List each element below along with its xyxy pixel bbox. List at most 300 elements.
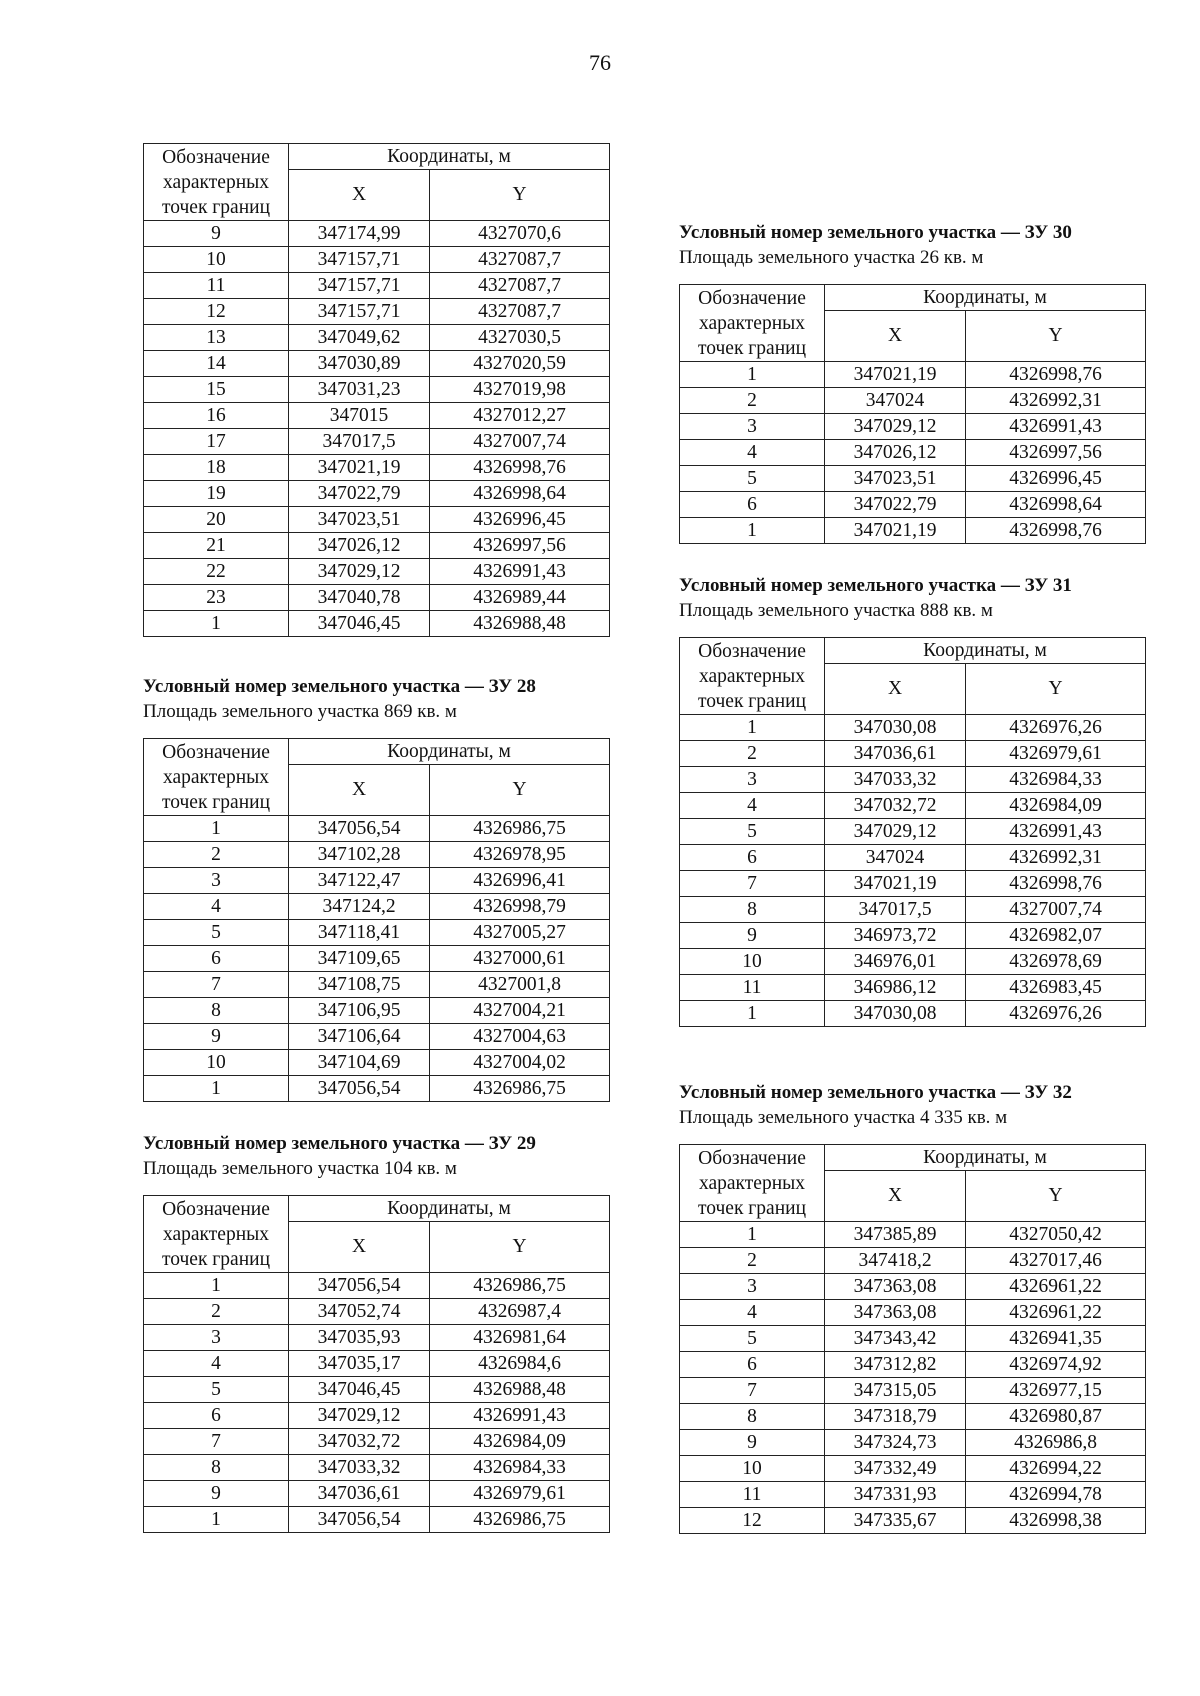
y-cell: 4326998,76 bbox=[966, 518, 1146, 544]
x-cell: 347031,23 bbox=[289, 377, 430, 403]
coordinates-table bbox=[679, 284, 1146, 544]
table-row bbox=[680, 1482, 1146, 1508]
table-row bbox=[680, 1404, 1146, 1430]
table-row bbox=[680, 1300, 1146, 1326]
x-cell: 347157,71 bbox=[289, 299, 430, 325]
table-header-row bbox=[680, 1145, 1146, 1171]
point-cell: 1 bbox=[680, 1222, 825, 1248]
table-row bbox=[144, 325, 610, 351]
x-cell: 346976,01 bbox=[825, 949, 966, 975]
coords-header: Координаты, м bbox=[289, 144, 610, 170]
x-header: X bbox=[289, 765, 430, 816]
table-row bbox=[144, 299, 610, 325]
y-cell: 4327070,6 bbox=[430, 221, 610, 247]
x-cell: 347033,32 bbox=[289, 1455, 430, 1481]
y-cell: 4326974,92 bbox=[966, 1352, 1146, 1378]
point-cell: 17 bbox=[144, 429, 289, 455]
y-cell: 4326986,75 bbox=[430, 1507, 610, 1533]
y-cell: 4327087,7 bbox=[430, 247, 610, 273]
point-cell: 4 bbox=[680, 793, 825, 819]
y-cell: 4326998,38 bbox=[966, 1508, 1146, 1534]
y-cell: 4326992,31 bbox=[966, 845, 1146, 871]
y-cell: 4327007,74 bbox=[966, 897, 1146, 923]
coordinate-section-zu28 bbox=[143, 674, 609, 1102]
table-row bbox=[144, 998, 610, 1024]
section-area: Площадь земельного участка 104 кв. м bbox=[143, 1158, 457, 1179]
table-row bbox=[680, 414, 1146, 440]
point-cell: 7 bbox=[144, 972, 289, 998]
x-header: X bbox=[289, 1222, 430, 1273]
table-row bbox=[144, 1325, 610, 1351]
x-cell: 347026,12 bbox=[825, 440, 966, 466]
table-row bbox=[680, 715, 1146, 741]
x-header: X bbox=[825, 311, 966, 362]
table-row bbox=[144, 533, 610, 559]
coordinate-section-zu31 bbox=[679, 573, 1145, 1027]
table-row bbox=[680, 949, 1146, 975]
point-cell: 4 bbox=[680, 440, 825, 466]
y-cell: 4326961,22 bbox=[966, 1300, 1146, 1326]
section-title: Условный номер земельного участка — ЗУ 30 bbox=[679, 222, 1072, 243]
point-cell: 3 bbox=[680, 767, 825, 793]
y-header: Y bbox=[966, 1171, 1146, 1222]
points-header: Обозначение характерных точек границ bbox=[144, 1196, 289, 1273]
point-cell: 9 bbox=[144, 1481, 289, 1507]
table-row bbox=[144, 972, 610, 998]
coordinates-table bbox=[143, 738, 610, 1102]
y-header: Y bbox=[966, 311, 1146, 362]
table-header-row bbox=[144, 1196, 610, 1222]
point-cell: 8 bbox=[144, 1455, 289, 1481]
x-cell: 347109,65 bbox=[289, 946, 430, 972]
point-cell: 1 bbox=[144, 1273, 289, 1299]
table-row bbox=[144, 1024, 610, 1050]
coordinates-table bbox=[679, 637, 1146, 1027]
y-cell: 4327001,8 bbox=[430, 972, 610, 998]
y-header: Y bbox=[430, 765, 610, 816]
points-header: Обозначение характерных точек границ bbox=[680, 285, 825, 362]
point-cell: 9 bbox=[144, 221, 289, 247]
x-cell: 347124,2 bbox=[289, 894, 430, 920]
point-cell: 21 bbox=[144, 533, 289, 559]
table-row bbox=[144, 1377, 610, 1403]
point-cell: 1 bbox=[680, 1001, 825, 1027]
y-header: Y bbox=[966, 664, 1146, 715]
point-cell: 13 bbox=[144, 325, 289, 351]
x-cell: 347030,89 bbox=[289, 351, 430, 377]
point-cell: 15 bbox=[144, 377, 289, 403]
table-row bbox=[680, 897, 1146, 923]
point-cell: 8 bbox=[144, 998, 289, 1024]
table-row bbox=[144, 1429, 610, 1455]
point-cell: 10 bbox=[680, 1456, 825, 1482]
table-row bbox=[144, 1273, 610, 1299]
section-title: Условный номер земельного участка — ЗУ 31 bbox=[679, 575, 1072, 596]
x-cell: 346973,72 bbox=[825, 923, 966, 949]
point-cell: 1 bbox=[144, 611, 289, 637]
points-header: Обозначение характерных точек границ bbox=[680, 1145, 825, 1222]
table-row bbox=[680, 1352, 1146, 1378]
x-cell: 347385,89 bbox=[825, 1222, 966, 1248]
section-area: Площадь земельного участка 888 кв. м bbox=[679, 600, 993, 621]
x-cell: 347056,54 bbox=[289, 1273, 430, 1299]
section-title: Условный номер земельного участка — ЗУ 29 bbox=[143, 1133, 536, 1154]
y-cell: 4326996,41 bbox=[430, 868, 610, 894]
table-row bbox=[680, 923, 1146, 949]
table-header-row bbox=[680, 638, 1146, 664]
table-row bbox=[144, 585, 610, 611]
x-cell: 347035,17 bbox=[289, 1351, 430, 1377]
table-row bbox=[680, 975, 1146, 1001]
coords-header: Координаты, м bbox=[825, 285, 1146, 311]
point-cell: 6 bbox=[144, 946, 289, 972]
point-cell: 9 bbox=[680, 923, 825, 949]
y-cell: 4326998,64 bbox=[966, 492, 1146, 518]
table-row bbox=[680, 1222, 1146, 1248]
table-row bbox=[144, 1507, 610, 1533]
table-row bbox=[680, 1508, 1146, 1534]
y-cell: 4326996,45 bbox=[966, 466, 1146, 492]
point-cell: 16 bbox=[144, 403, 289, 429]
y-cell: 4326961,22 bbox=[966, 1274, 1146, 1300]
table-row bbox=[680, 518, 1146, 544]
table-row bbox=[144, 1351, 610, 1377]
y-cell: 4326983,45 bbox=[966, 975, 1146, 1001]
point-cell: 1 bbox=[144, 1076, 289, 1102]
y-cell: 4326984,6 bbox=[430, 1351, 610, 1377]
points-header: Обозначение характерных точек границ bbox=[144, 144, 289, 221]
table-row bbox=[680, 793, 1146, 819]
y-cell: 4326979,61 bbox=[966, 741, 1146, 767]
table-row bbox=[144, 816, 610, 842]
point-cell: 9 bbox=[144, 1024, 289, 1050]
table-row bbox=[680, 1456, 1146, 1482]
y-cell: 4327005,27 bbox=[430, 920, 610, 946]
table-row bbox=[144, 946, 610, 972]
point-cell: 7 bbox=[680, 871, 825, 897]
x-cell: 347331,93 bbox=[825, 1482, 966, 1508]
y-cell: 4327087,7 bbox=[430, 299, 610, 325]
table-row bbox=[144, 247, 610, 273]
x-cell: 347030,08 bbox=[825, 1001, 966, 1027]
y-cell: 4326941,35 bbox=[966, 1326, 1146, 1352]
table-row bbox=[144, 920, 610, 946]
x-cell: 347418,2 bbox=[825, 1248, 966, 1274]
point-cell: 12 bbox=[144, 299, 289, 325]
y-cell: 4327087,7 bbox=[430, 273, 610, 299]
table-row bbox=[144, 221, 610, 247]
y-cell: 4326984,09 bbox=[966, 793, 1146, 819]
x-cell: 347032,72 bbox=[289, 1429, 430, 1455]
table-row bbox=[144, 611, 610, 637]
x-cell: 347122,47 bbox=[289, 868, 430, 894]
y-cell: 4326996,45 bbox=[430, 507, 610, 533]
x-cell: 347324,73 bbox=[825, 1430, 966, 1456]
table-row bbox=[680, 741, 1146, 767]
table-row bbox=[144, 351, 610, 377]
coordinate-section-zu29 bbox=[143, 1131, 609, 1533]
coordinate-section-zu32 bbox=[679, 1080, 1145, 1534]
x-cell: 347035,93 bbox=[289, 1325, 430, 1351]
section-area: Площадь земельного участка 26 кв. м bbox=[679, 247, 984, 268]
x-cell: 347046,45 bbox=[289, 611, 430, 637]
y-cell: 4326976,26 bbox=[966, 715, 1146, 741]
table-row bbox=[144, 403, 610, 429]
y-cell: 4326994,78 bbox=[966, 1482, 1146, 1508]
table-header-row bbox=[144, 144, 610, 170]
x-cell: 347335,67 bbox=[825, 1508, 966, 1534]
point-cell: 5 bbox=[144, 1377, 289, 1403]
x-cell: 347015 bbox=[289, 403, 430, 429]
y-cell: 4326982,07 bbox=[966, 923, 1146, 949]
point-cell: 5 bbox=[680, 819, 825, 845]
y-cell: 4327020,59 bbox=[430, 351, 610, 377]
x-cell: 347106,64 bbox=[289, 1024, 430, 1050]
x-cell: 347022,79 bbox=[289, 481, 430, 507]
x-cell: 347021,19 bbox=[825, 362, 966, 388]
table-row bbox=[680, 362, 1146, 388]
x-cell: 347056,54 bbox=[289, 816, 430, 842]
y-cell: 4326981,64 bbox=[430, 1325, 610, 1351]
y-cell: 4326988,48 bbox=[430, 1377, 610, 1403]
table-row bbox=[144, 429, 610, 455]
point-cell: 3 bbox=[144, 868, 289, 894]
section-title: Условный номер земельного участка — ЗУ 32 bbox=[679, 1082, 1072, 1103]
point-cell: 1 bbox=[144, 816, 289, 842]
y-cell: 4326997,56 bbox=[966, 440, 1146, 466]
x-cell: 347032,72 bbox=[825, 793, 966, 819]
point-cell: 5 bbox=[680, 1326, 825, 1352]
y-cell: 4326991,43 bbox=[430, 559, 610, 585]
x-header: X bbox=[289, 170, 430, 221]
point-cell: 3 bbox=[680, 1274, 825, 1300]
y-cell: 4326979,61 bbox=[430, 1481, 610, 1507]
x-cell: 347022,79 bbox=[825, 492, 966, 518]
x-cell: 347056,54 bbox=[289, 1507, 430, 1533]
coordinate-section-continuation bbox=[143, 143, 609, 637]
x-cell: 347021,19 bbox=[289, 455, 430, 481]
table-row bbox=[680, 388, 1146, 414]
x-cell: 347104,69 bbox=[289, 1050, 430, 1076]
point-cell: 3 bbox=[680, 414, 825, 440]
point-cell: 6 bbox=[680, 845, 825, 871]
point-cell: 20 bbox=[144, 507, 289, 533]
point-cell: 8 bbox=[680, 897, 825, 923]
coordinates-table bbox=[143, 1195, 610, 1533]
x-cell: 347343,42 bbox=[825, 1326, 966, 1352]
x-cell: 347029,12 bbox=[289, 1403, 430, 1429]
y-cell: 4326991,43 bbox=[966, 414, 1146, 440]
y-cell: 4326986,75 bbox=[430, 816, 610, 842]
coordinate-section-zu30 bbox=[679, 220, 1145, 544]
point-cell: 2 bbox=[680, 741, 825, 767]
table-row bbox=[680, 819, 1146, 845]
x-cell: 347024 bbox=[825, 845, 966, 871]
y-header: Y bbox=[430, 170, 610, 221]
table-row bbox=[144, 377, 610, 403]
point-cell: 6 bbox=[144, 1403, 289, 1429]
table-row bbox=[144, 1299, 610, 1325]
coordinates-table bbox=[679, 1144, 1146, 1534]
x-cell: 347023,51 bbox=[825, 466, 966, 492]
point-cell: 4 bbox=[144, 894, 289, 920]
y-cell: 4326984,33 bbox=[966, 767, 1146, 793]
table-row bbox=[144, 842, 610, 868]
point-cell: 6 bbox=[680, 492, 825, 518]
x-cell: 347033,32 bbox=[825, 767, 966, 793]
table-row bbox=[144, 868, 610, 894]
x-cell: 347046,45 bbox=[289, 1377, 430, 1403]
x-cell: 347036,61 bbox=[289, 1481, 430, 1507]
table-row bbox=[680, 492, 1146, 518]
point-cell: 10 bbox=[144, 247, 289, 273]
point-cell: 12 bbox=[680, 1508, 825, 1534]
point-cell: 19 bbox=[144, 481, 289, 507]
y-cell: 4326997,56 bbox=[430, 533, 610, 559]
y-cell: 4326988,48 bbox=[430, 611, 610, 637]
coords-header: Координаты, м bbox=[289, 739, 610, 765]
table-row bbox=[144, 273, 610, 299]
x-cell: 347030,08 bbox=[825, 715, 966, 741]
x-cell: 347052,74 bbox=[289, 1299, 430, 1325]
point-cell: 6 bbox=[680, 1352, 825, 1378]
y-cell: 4326992,31 bbox=[966, 388, 1146, 414]
section-title: Условный номер земельного участка — ЗУ 28 bbox=[143, 676, 536, 697]
x-cell: 347017,5 bbox=[289, 429, 430, 455]
x-cell: 347157,71 bbox=[289, 247, 430, 273]
y-cell: 4326989,44 bbox=[430, 585, 610, 611]
point-cell: 9 bbox=[680, 1430, 825, 1456]
y-cell: 4326984,33 bbox=[430, 1455, 610, 1481]
y-cell: 4326998,64 bbox=[430, 481, 610, 507]
table-row bbox=[680, 1378, 1146, 1404]
x-cell: 347040,78 bbox=[289, 585, 430, 611]
y-cell: 4327004,21 bbox=[430, 998, 610, 1024]
x-cell: 347108,75 bbox=[289, 972, 430, 998]
point-cell: 8 bbox=[680, 1404, 825, 1430]
table-row bbox=[680, 1248, 1146, 1274]
point-cell: 10 bbox=[680, 949, 825, 975]
x-cell: 347029,12 bbox=[825, 414, 966, 440]
y-cell: 4326978,95 bbox=[430, 842, 610, 868]
point-cell: 18 bbox=[144, 455, 289, 481]
y-cell: 4326986,8 bbox=[966, 1430, 1146, 1456]
point-cell: 2 bbox=[680, 1248, 825, 1274]
coordinates-table bbox=[143, 143, 610, 637]
table-row bbox=[144, 1455, 610, 1481]
coords-header: Координаты, м bbox=[825, 638, 1146, 664]
point-cell: 2 bbox=[680, 388, 825, 414]
table-row bbox=[680, 871, 1146, 897]
point-cell: 11 bbox=[144, 273, 289, 299]
y-cell: 4326991,43 bbox=[430, 1403, 610, 1429]
x-cell: 347017,5 bbox=[825, 897, 966, 923]
point-cell: 7 bbox=[680, 1378, 825, 1404]
y-cell: 4327030,5 bbox=[430, 325, 610, 351]
x-cell: 347118,41 bbox=[289, 920, 430, 946]
x-cell: 347056,54 bbox=[289, 1076, 430, 1102]
point-cell: 2 bbox=[144, 1299, 289, 1325]
section-area: Площадь земельного участка 4 335 кв. м bbox=[679, 1107, 1008, 1128]
table-row bbox=[680, 1326, 1146, 1352]
table-row bbox=[144, 1076, 610, 1102]
point-cell: 4 bbox=[680, 1300, 825, 1326]
point-cell: 2 bbox=[144, 842, 289, 868]
table-row bbox=[144, 1050, 610, 1076]
y-cell: 4326984,09 bbox=[430, 1429, 610, 1455]
coords-header: Координаты, м bbox=[825, 1145, 1146, 1171]
x-cell: 347026,12 bbox=[289, 533, 430, 559]
y-cell: 4327019,98 bbox=[430, 377, 610, 403]
table-row bbox=[680, 1274, 1146, 1300]
point-cell: 1 bbox=[680, 715, 825, 741]
x-cell: 347174,99 bbox=[289, 221, 430, 247]
y-header: Y bbox=[430, 1222, 610, 1273]
y-cell: 4326978,69 bbox=[966, 949, 1146, 975]
point-cell: 5 bbox=[144, 920, 289, 946]
x-cell: 347029,12 bbox=[825, 819, 966, 845]
y-cell: 4327004,63 bbox=[430, 1024, 610, 1050]
x-cell: 347036,61 bbox=[825, 741, 966, 767]
x-cell: 347021,19 bbox=[825, 871, 966, 897]
y-cell: 4326987,4 bbox=[430, 1299, 610, 1325]
table-row bbox=[144, 1403, 610, 1429]
point-cell: 10 bbox=[144, 1050, 289, 1076]
point-cell: 1 bbox=[680, 362, 825, 388]
table-header-row bbox=[144, 739, 610, 765]
x-cell: 347318,79 bbox=[825, 1404, 966, 1430]
table-row bbox=[680, 1001, 1146, 1027]
coords-header: Координаты, м bbox=[289, 1196, 610, 1222]
x-cell: 347024 bbox=[825, 388, 966, 414]
point-cell: 5 bbox=[680, 466, 825, 492]
y-cell: 4327050,42 bbox=[966, 1222, 1146, 1248]
x-cell: 347021,19 bbox=[825, 518, 966, 544]
x-cell: 347106,95 bbox=[289, 998, 430, 1024]
x-cell: 347315,05 bbox=[825, 1378, 966, 1404]
table-row bbox=[680, 1430, 1146, 1456]
table-header-row bbox=[680, 285, 1146, 311]
point-cell: 3 bbox=[144, 1325, 289, 1351]
x-cell: 346986,12 bbox=[825, 975, 966, 1001]
points-header: Обозначение характерных точек границ bbox=[144, 739, 289, 816]
y-cell: 4327007,74 bbox=[430, 429, 610, 455]
x-cell: 347049,62 bbox=[289, 325, 430, 351]
points-header: Обозначение характерных точек границ bbox=[680, 638, 825, 715]
point-cell: 4 bbox=[144, 1351, 289, 1377]
x-cell: 347102,28 bbox=[289, 842, 430, 868]
table-row bbox=[680, 767, 1146, 793]
y-cell: 4326977,15 bbox=[966, 1378, 1146, 1404]
table-row bbox=[144, 559, 610, 585]
point-cell: 1 bbox=[144, 1507, 289, 1533]
table-row bbox=[144, 481, 610, 507]
x-cell: 347332,49 bbox=[825, 1456, 966, 1482]
y-cell: 4327004,02 bbox=[430, 1050, 610, 1076]
table-row bbox=[680, 440, 1146, 466]
section-area: Площадь земельного участка 869 кв. м bbox=[143, 701, 457, 722]
x-header: X bbox=[825, 664, 966, 715]
point-cell: 14 bbox=[144, 351, 289, 377]
table-row bbox=[680, 466, 1146, 492]
x-cell: 347023,51 bbox=[289, 507, 430, 533]
x-cell: 347363,08 bbox=[825, 1300, 966, 1326]
table-row bbox=[144, 507, 610, 533]
y-cell: 4326994,22 bbox=[966, 1456, 1146, 1482]
x-cell: 347363,08 bbox=[825, 1274, 966, 1300]
x-cell: 347029,12 bbox=[289, 559, 430, 585]
y-cell: 4327012,27 bbox=[430, 403, 610, 429]
